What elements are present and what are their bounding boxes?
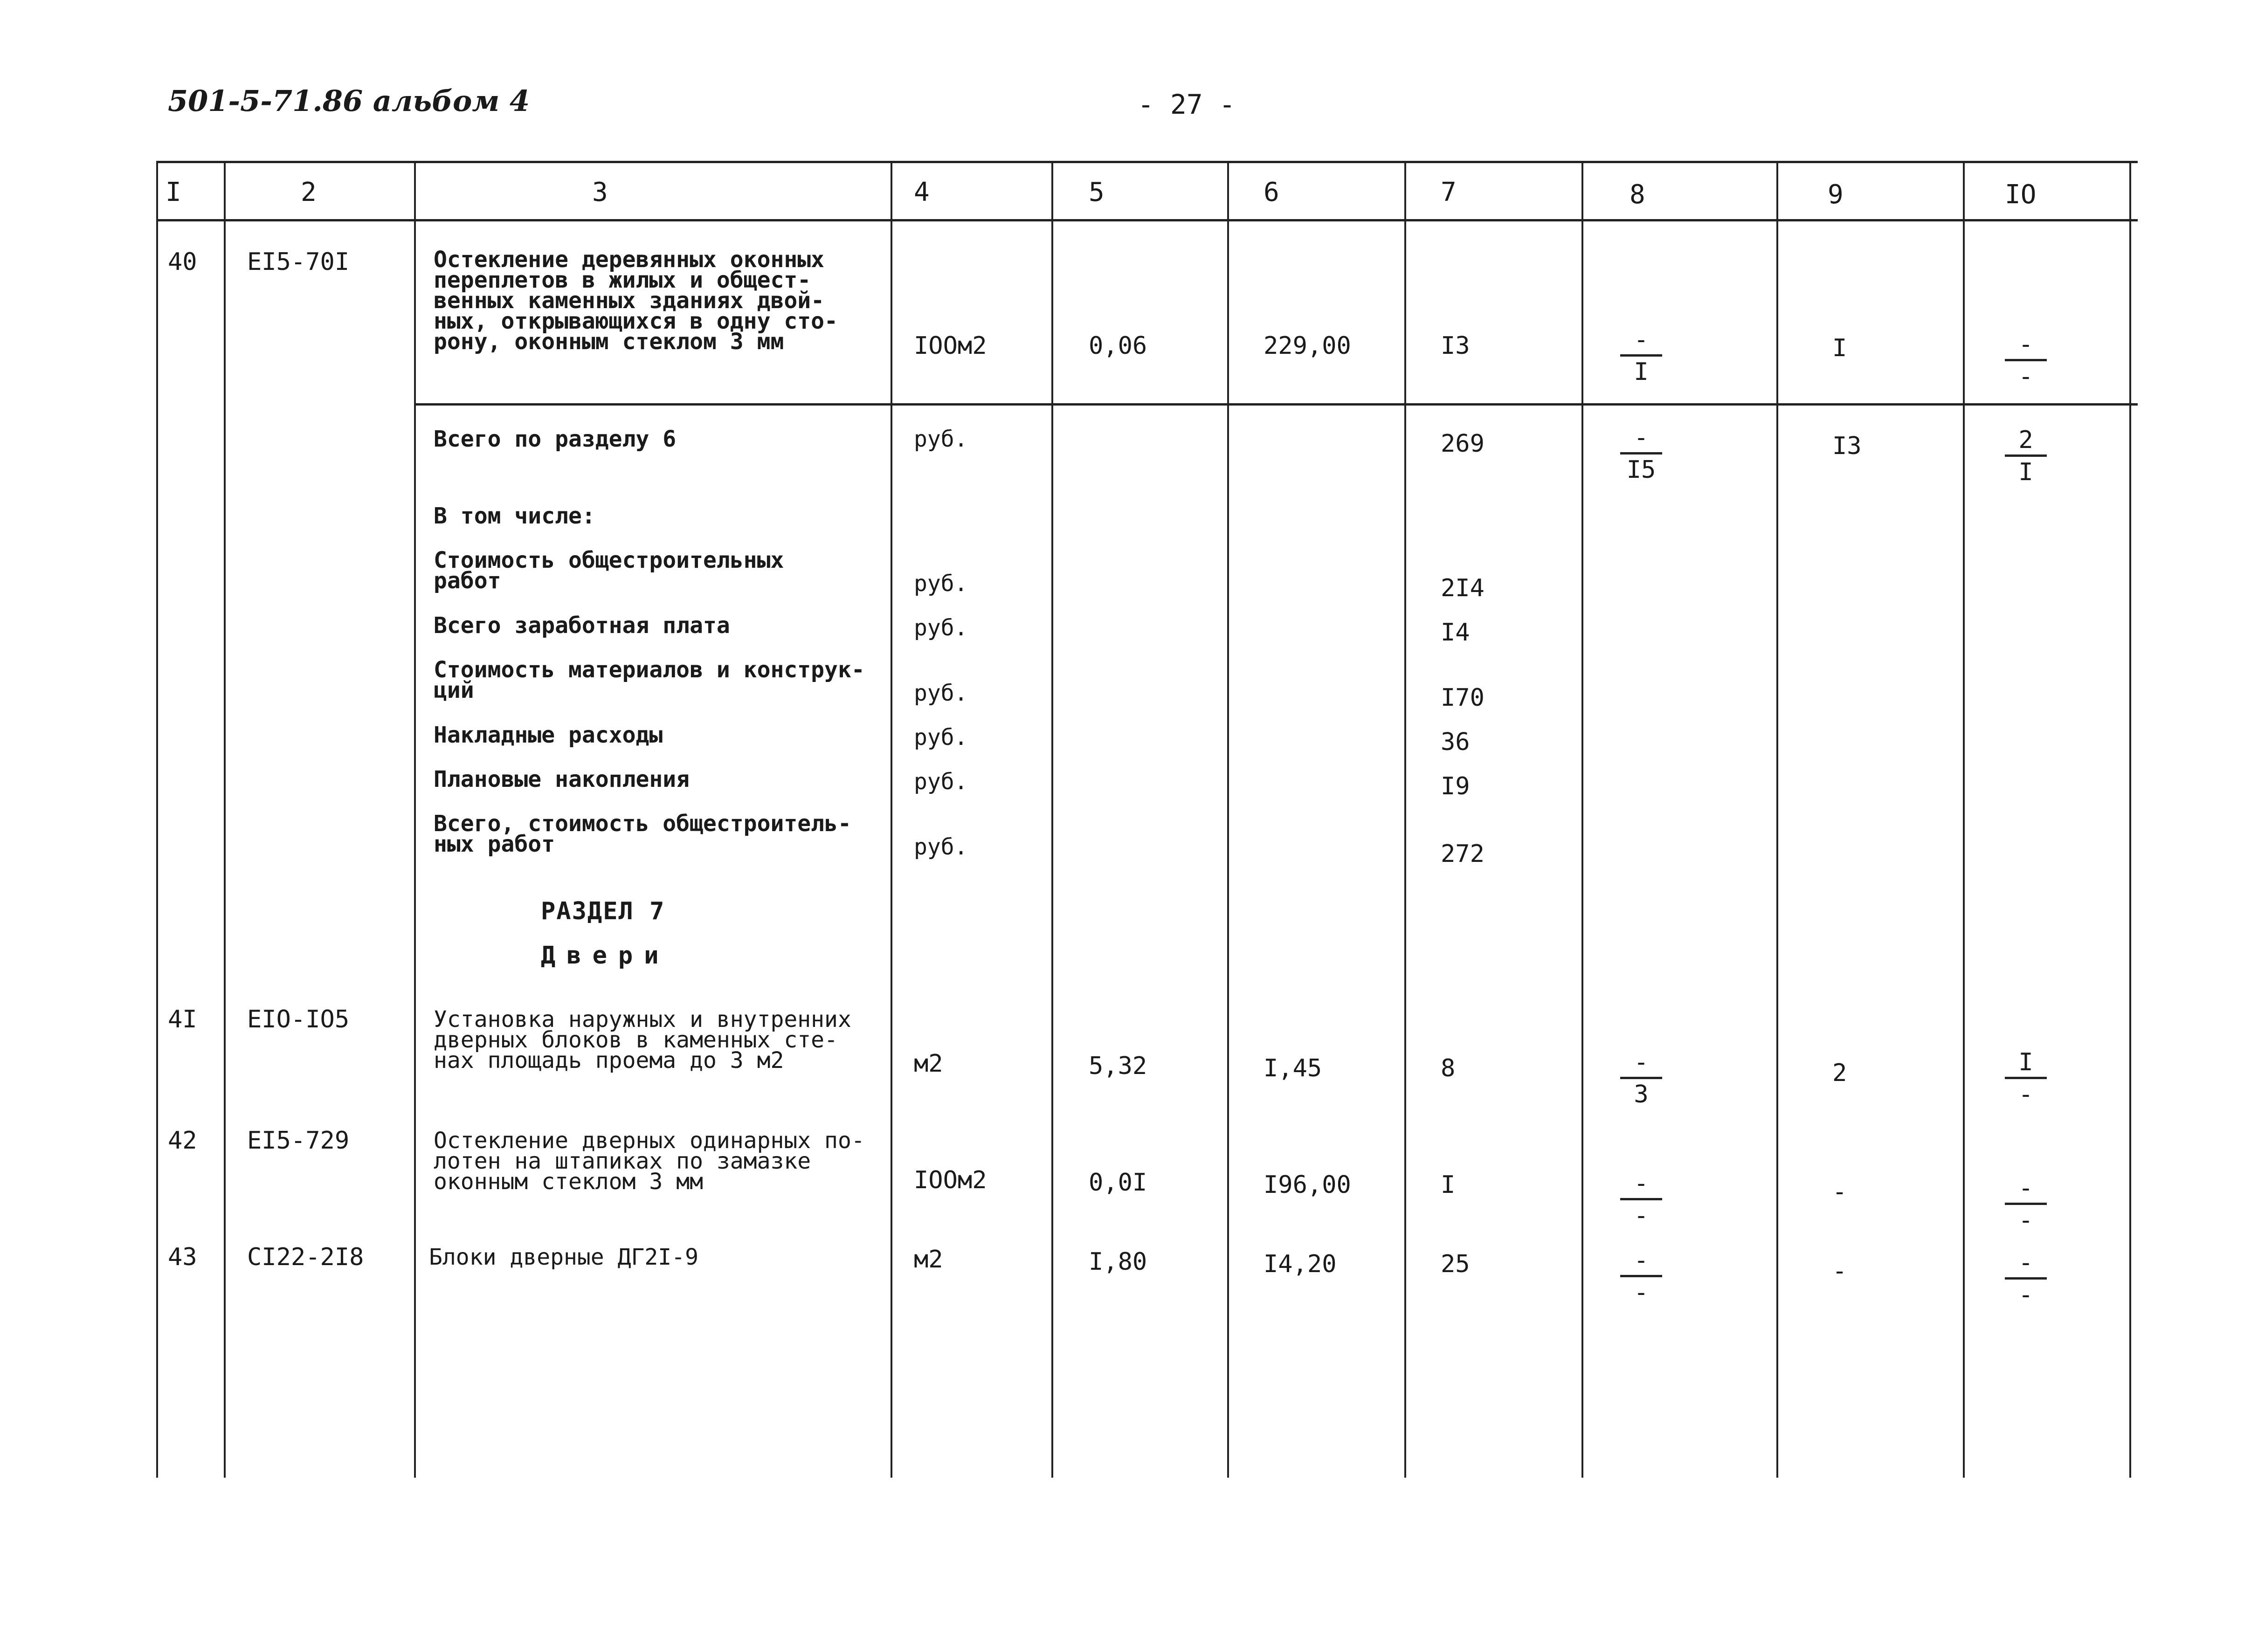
col-border-9: [1963, 161, 1965, 1478]
summary-col8-fraction: - I5: [1618, 424, 1664, 483]
summary-item-unit: руб.: [914, 769, 968, 795]
unit: IOOм2: [914, 1166, 987, 1194]
summary-total-unit: руб.: [914, 426, 968, 452]
quantity: 0,06: [1089, 332, 1147, 360]
unit-price: I96,00: [1264, 1171, 1351, 1199]
section-title: РАЗДЕЛ 7: [541, 897, 665, 925]
summary-item-label: Плановые накопления: [434, 766, 690, 792]
col-header-6: 6: [1264, 177, 1279, 207]
summary-item-value: I70: [1441, 684, 1485, 712]
rate-code: EIO-IO5: [247, 1005, 350, 1033]
col-header-8: 8: [1630, 179, 1645, 210]
unit: м2: [914, 1050, 943, 1078]
summary-col9-value: I3: [1832, 432, 1862, 460]
unit-price: I4,20: [1264, 1250, 1337, 1278]
work-description: Установка наружных и внутренних дверных блоков в каменных сте- нах площадь проема до 3 м2: [434, 1006, 851, 1074]
col8-fraction: - -: [1618, 1170, 1664, 1229]
including-label: В том числе:: [434, 503, 595, 529]
col10-fraction: I -: [2003, 1049, 2049, 1108]
summary-item-unit: руб.: [914, 680, 968, 706]
unit-price: 229,00: [1264, 332, 1351, 360]
col9-value: I: [1832, 334, 1847, 362]
col-header-10: IO: [2005, 179, 2037, 210]
summary-item-value: 36: [1441, 728, 1470, 756]
summary-item-value: I9: [1441, 772, 1470, 800]
col-border-10: [2129, 161, 2131, 1478]
work-description: Остекление деревянных оконных переплетов в жилых и общест- венных каменных зданиях двой- ных, открывающихся в одну сто- рону, оконным стеклом 3 мм: [434, 247, 838, 355]
col-header-1: I: [166, 177, 181, 207]
summary-item-unit: руб.: [914, 615, 968, 641]
work-description: Блоки дверные ДГ2I-9: [429, 1244, 698, 1270]
col-border-6: [1404, 161, 1406, 1478]
unit: IOOм2: [914, 332, 987, 360]
total-cost: I: [1441, 1171, 1456, 1199]
col8-fraction: - 3: [1618, 1049, 1664, 1108]
col10-fraction: - -: [2003, 1175, 2049, 1234]
col-header-4: 4: [914, 177, 930, 207]
document-code: 501-5-71.86 альбом 4: [168, 84, 530, 118]
col-header-5: 5: [1089, 177, 1105, 207]
summary-item-label: Всего заработная плата: [434, 613, 730, 639]
col-header-9: 9: [1828, 179, 1844, 210]
col10-fraction: - -: [2003, 1249, 2049, 1308]
col9-value: -: [1832, 1257, 1847, 1285]
summary-item-unit: руб.: [914, 724, 968, 750]
quantity: 5,32: [1089, 1052, 1147, 1080]
col8-fraction: - -: [1618, 1247, 1664, 1306]
summary-item-unit: руб.: [914, 834, 968, 860]
summary-item-value: I4: [1441, 619, 1470, 647]
col8-fraction: - I: [1618, 326, 1664, 385]
summary-item-label: Стоимость материалов и конструк- ций: [434, 657, 865, 703]
col-border-8: [1776, 161, 1778, 1478]
rate-code: EI5-729: [247, 1127, 350, 1155]
unit: м2: [914, 1246, 943, 1273]
rate-code: CI22-2I8: [247, 1243, 364, 1271]
unit-price: I,45: [1264, 1054, 1322, 1082]
page-number: - 27 -: [1138, 89, 1236, 120]
rate-code: EI5-70I: [247, 248, 350, 276]
summary-item-label: Накладные расходы: [434, 722, 663, 748]
col-border-4: [1051, 161, 1053, 1478]
quantity: 0,0I: [1089, 1169, 1147, 1197]
summary-item-unit: руб.: [914, 571, 968, 597]
total-cost: 8: [1441, 1054, 1456, 1082]
col-header-7: 7: [1441, 177, 1457, 207]
summary-total-value: 269: [1441, 430, 1485, 458]
col-header-3: 3: [592, 177, 608, 207]
quantity: I,80: [1089, 1248, 1147, 1276]
row-number: 43: [168, 1243, 197, 1271]
col9-value: -: [1832, 1178, 1847, 1206]
col9-value: 2: [1832, 1059, 1847, 1087]
row-40-bottom-border: [415, 403, 2138, 406]
col-border-5: [1227, 161, 1229, 1478]
summary-item-value: 2I4: [1441, 574, 1485, 602]
row-number: 4I: [168, 1005, 197, 1033]
summary-item-label: Стоимость общестроительных работ: [434, 547, 784, 594]
col-border-0: [156, 161, 158, 1478]
row-number: 42: [168, 1127, 197, 1155]
col-border-2: [414, 161, 416, 1478]
col-header-2: 2: [301, 177, 317, 207]
summary-item-label: Всего, стоимость общестроитель- ных работ: [434, 811, 851, 857]
row-number: 40: [168, 248, 197, 276]
table-top-border: [156, 161, 2138, 163]
col-border-7: [1581, 161, 1583, 1478]
total-cost: I3: [1441, 332, 1470, 360]
work-description: Остекление дверных одинарных по- лотен на штапиках по замазке оконным стеклом 3 мм: [434, 1128, 865, 1195]
summary-item-value: 272: [1441, 840, 1485, 868]
summary-total-label: Всего по разделу 6: [434, 426, 677, 452]
total-cost: 25: [1441, 1250, 1470, 1278]
table-header-bottom-border: [156, 219, 2138, 221]
col10-fraction: - -: [2003, 331, 2049, 390]
col-border-1: [224, 161, 226, 1478]
section-subtitle: Двери: [541, 942, 670, 970]
col-border-3: [891, 161, 892, 1478]
summary-col10-fraction: 2 I: [2003, 427, 2049, 486]
